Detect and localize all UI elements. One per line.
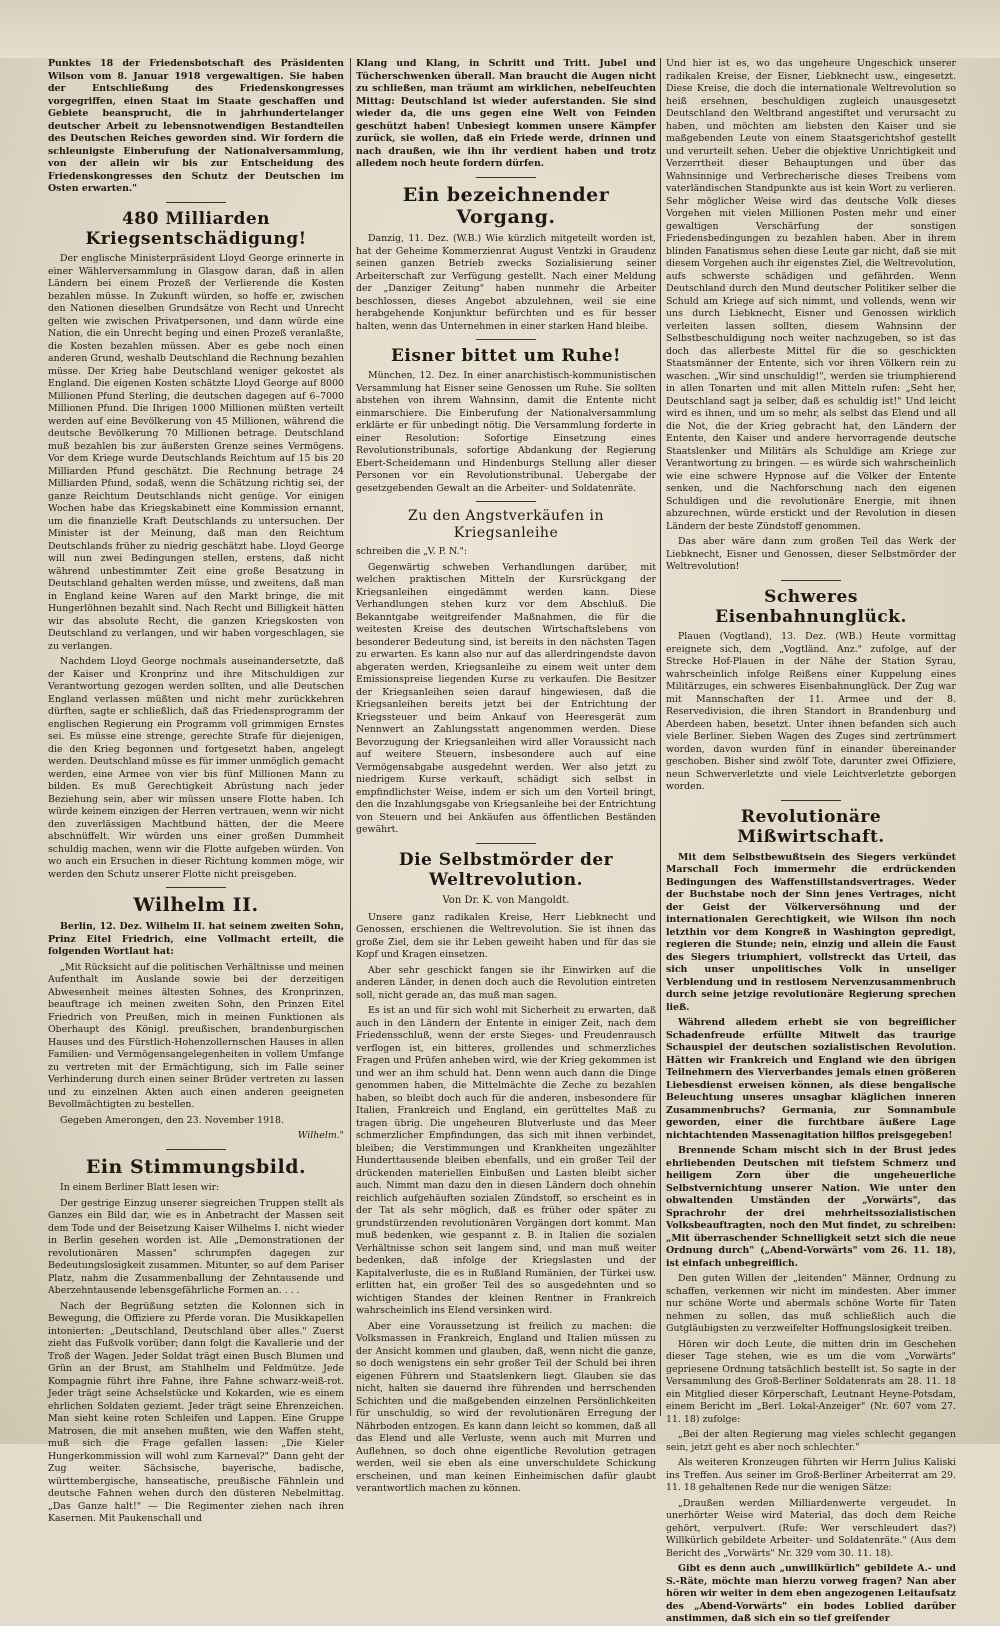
article-paragraph: Gegeben Amerongen, den 23. November 1918. [60, 1114, 284, 1126]
article-paragraph: München, 12. Dez. In einer anarchistisch-kommunistischen Versammlung hat Eisner seine Genossen um Ruhe. Sie sollten abstehen von ihrem Wahnsinn, damit die Entente nicht einmarschiere. Die Einberufung der Nationalversammlung erklärte er für unbedingt nötig. Die Versammlung forderte in einer Resolution: Sofortige Einsetzung eines Revolutionstribunals, sofortige Abdankung der Regierung Ebert-Scheidemann und Hindenburgs Stellung aller dieser Personen vor ein Revolutionstribunal. Uebergabe der gesetzgebenden Gewalt an die Arbeiter- und Soldatenräte. [356, 370, 656, 494]
column-rule-1 [350, 58, 351, 1416]
article-paragraph: „Mit Rücksicht auf die politischen Verhältnisse und meinen Aufenthalt im Auslande sowie bei der derzeitigen Abwesenheit meines ältesten Sohnes, des Kronprinzen, beauftrage ich meinen zweiten Sohn, den Prinzen Eitel Friedrich von Preußen, mich in meinen Funktionen als Oberhaupt des Königl. preußischen, brandenburgischen Hauses und des Fürstlich-Hohenzollernschen Hauses in allen Familien- und Vermögensangelegenheiten in vollem Umfange zu vertreten mit der Ermächtigung, sich im Falle seiner Verhinderung durch einen seiner Brüder vertreten zu lassen und zu einzelnen Akten auch einen anderen geeigneten Bevollmächtigten zu bestellen. [48, 961, 344, 1111]
article-source: schreiben die „V. P. N.": [356, 546, 468, 558]
separator [781, 580, 841, 581]
article-quote: „Draußen werden Milliardenwerte vergeudet. In unerhörter Weise wird Material, das doch dem Reiche gehört, verpulvert. (Rufe: Wer verschleudert das?) Willkürlich gebildete Arbeiter- und Soldatenräte." (Aus dem Bericht des „Vorwärts" Nr. 329 vom 30. 11. 18). [666, 1497, 956, 1559]
article-paragraph: Aber eine Voraussetzung ist freilich zu machen: die Volksmassen in Frankreich, England und Italien müssen zu der Ansicht kommen und glauben, daß, wenn nicht die ganze, so doch wenigstens ein sehr großer Teil der Schuld bei ihren eigenen Führern und Staatslenkern liegt. Glauben sie das nicht, halten sie dauernd ihre führenden und herrschenden Schichten und die maßgebenden einzelnen Persönlichkeiten für unschuldig, so wird der revolutionären Erregung der Nährboden entzogen. Es kann dann leicht so kommen, daß all das Elend und alle Verluste, wenn auch mit Murren und Auflehnen, so doch ohne eigentliche Revolution getragen werden, weil sie eben als eine unverschuldete Schickung erscheinen, und man keinen Einheimischen dafür glaubt verantwortlich machen zu können. [356, 1320, 656, 1495]
article-paragraph: Gibt es denn auch „unwillkürlich" gebildete A.- und S.-Räte, möchte man hierzu vorweg fragen? Nan aber hören wir weiter in dem eben angezogenen Leitaufsatz des „Abend-Vorwärts" ein bodes Loblied darüber anstimmen, daß sich ein so tief greifender [666, 1563, 956, 1625]
separator [476, 501, 536, 502]
article-paragraph: Plauen (Vogtland), 13. Dez. (WB.) Heute vormittag ereignete sich, dem „Vogtländ. Anz." zufolge, auf der Strecke Hof-Plauen in der Nähe der Station Syrau, wahrscheinlich infolge Reißens einer Kuppelung eines Militärzuges, ein schweres Eisenbahnunglück. Der Zug war mit Mannschaften der 11. Armee und der 8. Reservedivision, die ihren Standort in Brandenburg und Aberdeen haben, besetzt. Unter ihnen befanden sich auch viele Berliner. Sieben Wagen des Zuges sind zertrümmert worden, davon wurden fünf in einander übereinander geschoben. Bisher sind zwölf Tote, darunter zwei Offiziere, neun Schwerverletzte und viele Leichtverletzte geborgen worden. [666, 631, 956, 793]
article-paragraph: Danzig, 11. Dez. (W.B.) Wie kürzlich mitgeteilt worden ist, hat der Geheime Kommerzienrat August Ventzki in Graudenz seinen ganzen Betrieb zwecks Sozialisierung seiner Arbeiterschaft zur Verfügung gestellt. Nach einer Meldung der „Danziger Zeitung" haben nunmehr die Arbeiter beschlossen, dieses Angebot abzulehnen, weil sie eine herabgehende Konjunktur befürchten und es für besser halten, wenn das Unternehmen in einer starken Hand bleibe. [356, 233, 656, 332]
article-paragraph: Während alledem erhebt sie von begreiflicher Schadenfreude erfüllte Mitwelt das traurige Schauspiel der deutschen sozialistischen Revolution. Hätten wir Frankreich und England wie den übrigen Teilnehmern des Vierverbandes jemals einen größeren Liebesdienst erweisen können, als diese bengalische Beleuchtung unseres unsagbar kläglichen inneren Zusammenbruchs? Germania, zur Somnambule geworden, einer die furchtbare äußere Lage nichtachtenden Massenagitation hilflos preisgegeben! [666, 1017, 956, 1141]
headline-eisenbahnunglueck: Schweres Eisenbahnunglück. [715, 586, 907, 627]
article-paragraph: Hören wir doch Leute, die mitten drin im Geschehen dieser Tage stehen, wie es um die vom „Vorwärts" gepriesene Ordnung tatsächlich bestellt ist. So sagte in der Versammlung des Groß-Berliner Soldatenrats am 28. 11. 18 ein Mitglied dieser Körperschaft, Leutnant Heyne-Potsdam, einem Bericht im „Berl. Lokal-Anzeiger" (Nr. 607 vom 27. 11. 18) zufolge: [666, 1338, 956, 1425]
separator [476, 177, 536, 178]
headline-selbstmoerder: Die Selbstmörder der Weltrevolution. [398, 849, 614, 890]
separator [476, 339, 536, 340]
article-paragraph: Unsere ganz radikalen Kreise, Herr Liebknecht und Genossen, erschienen die Weltrevolution. Sie ist ihnen das große Ziel, dem sie ihr Leben geweiht haben und für das sie Kopf und Kragen einsetzen. [356, 911, 656, 961]
separator [166, 1149, 226, 1150]
article-paragraph: Mit dem Selbstbewußtsein des Siegers verkündet Marschall Foch immermehr die erdrückenden Bedingungen des Waffenstillstandsvertrages. Weder der Buchstabe noch der Sinn jenes Vertrages, nicht der Geist der Völkerversöhnung und der internationalen Gerechtigkeit, wie Wilson ihn noch letzthin vor dem Kongreß in Washington gepredigt, regieren die Stunde; nein, einzig und allein die Faust des Siegers triumphiert, vollstreckt das Urteil, das sich unser unpolitisches Volk in unseliger Verblendung und in restlosem Nervenzusammenbruch durch seine jetzige revolutionäre Regierung sprechen ließ. [666, 851, 956, 1013]
col3-intro: Und hier ist es, wo das ungeheure Ungeschick unserer radikalen Kreise, der Eisner, Liebknecht usw., eingesetzt. Diese Kreise, die doch die internationale Weltrevolution so heiß ersehnen, beschuldigen zugleich unausgesetzt Deutschland den Weltbrand angestiftet und verursacht zu haben, und möchten am liebsten den Kaiser und sie maßgebenden Leute von einem Staatsgerichtshof gestellt und verurteilt sehen. Ueber die objektive Unrichtigkeit und Verzerrtheit dieser Behauptungen und über das Wahnsinnige und Verbrecherische dieses Treibens vom vaterländischen Standpunkte aus ist kein Wort zu verlieren. Sehr möglicher Weise wird das deutsche Volk dieses Vorgehen mit vielen Millionen Posten mehr und einer gewaltigen Verschärfung der sonstigen Friedensbedingungen zu bezahlen haben. Aber in ihrem blinden Fanatismus sehen diese Leute gar nicht, daß sie mit diesem Vorgehen auch ihr eigenstes Ziel, die Weltrevolution, aufs schwerste schädigen und gefährden. Wenn Deutschland durch den Mund deutscher Politiker selber die Schuld am Kriege auf sich nimmt, und vollends, wenn wir uns durch Liebknecht, Eisner und Genossen wirklich verleiten lassen sollten, diesem Wahnsinn der Selbstbeschuldigung noch weiter nachzugeben, so ist das doch das allerbeste Mittel für die so geschickten Staatsmänner der Entente, sich vor ihren Völkern rein zu waschen. „Wir sind unschuldig!", werden sie triumphierend in allen Tonarten und mit allen Mitteln rufen: „Seht her, Deutschland sagt ja selber, daß es schuldig ist!" Und leicht wird es ihnen, und um so mehr, als selbst das Elend und all die Not, die der Krieg gebracht hat, den Ländern der Entente, den Kaiser und andere hervorragende deutsche Staatslenker und Militärs als Schuldige am Kriege zur Verantwortung zu bringen. — es würde sich wahrscheinlich wie eine schwere Hypnose auf die Völker der Entente senken, und die Nachforschung nach den eigenen Schuldigen und die revolutionäre Energie, mit ihnen abzurechnen, würde erstickt und der Revolution in diesen Ländern der beste Zündstoff genommen. [666, 58, 956, 532]
article-paragraph: Der englische Ministerpräsident Lloyd George erinnerte in einer Wählerversammlung in Glasgow daran, daß in allen Ländern bei einem Prozeß der Verlierende die Kosten bezahlen müsse. In Zukunft würden, so hoffe er, zwischen den Nationen dieselben Grundsätze von Recht und Unrecht gelten wie zwischen Privatpersonen, und dann würde eine Nation, die ein Unrecht beging und einen Prozeß veranlaßte, die Kosten bezahlen müssen. Aber es gebe noch einen anderen Grund, weshalb Deutschland die Rechnung bezahlen müsse. Der Krieg habe Deutschland weniger gekostet als England. Die eigenen Kosten schätzte Lloyd George auf 8000 Millionen Pfund Sterling, die deutschen dagegen auf 6–7000 Millionen Pfund. Die Ihrigen 1000 Millionen müßten verteilt werden auf eine Bevölkerung von 45 Millionen, während die deutsche Bevölkerung 70 Millionen betrage. Deutschland muß bezahlen bis zur äußersten Grenze seines Vermögens. Vor dem Kriege wurde Deutschlands Reichtum auf 15 bis 20 Milliarden Pfund geschätzt. Die Rechnung betrage 24 Milliarden Pfund, sodaß, wenn die Schätzung richtig sei, der ganze Reichtum Deutschlands nicht genüge. Vor einigen Wochen habe das Kriegskabinett eine Kommission ernannt, um die finanzielle Kraft Deutschlands zu untersuchen. Der Minister ist der Meinung, daß man den Reichtum Deutschlands früher zu niedrig geschätzt habe. Lloyd George will nun zwei Bedingungen stellen, erstens, daß nicht während unbestimmter Zeit eine große Besatzung in Deutschland gehalten werden müsse, und zweitens, daß man in England keine Waren auf den Markt bringe, die mit Hungerlöhnen bezahlt sind. Nach Recht und Billigkeit hätten wir das absolute Recht, die ganzen Kriegskosten von Deutschland zu verlangen, und wir haben vorgeschlagen, sie zu verlangen. [48, 253, 344, 652]
article-quote: „Bei der alten Regierung mag vieles schlecht gegangen sein, jetzt geht es aber noch schlechter." [666, 1429, 956, 1453]
article-paragraph: Brennende Scham mischt sich in der Brust jedes ehrliebenden Deutschen mit tiefstem Schmerz und heiligem Zorn über die ungeheuerliche Selbstvernichtung unserer Nation. Wie unter den obwaltenden Umständen der „Vorwärts", das Sprachrohr der drei mehrheitssozialistischen Volksbeauftragten, noch den Mut findet, zu schreiben: „Mit überraschender Schnelligkeit setzt sich die neue Ordnung durch" („Abend-Vorwärts" vom 26. 11. 18), ist einfach unbegreiflich. [666, 1145, 956, 1269]
article-paragraph: Der gestrige Einzug unserer siegreichen Truppen stellt als Ganzes ein Bild dar, wie es in Anbetracht der Massen seit dem Tode und der Beisetzung Kaiser Wilhelms I. nicht wieder in Berlin gesehen worden ist. Alle „Demonstrationen der revolutionären Massen" schrumpfen dagegen zur Bedeutungslosigkeit zusammen. Mitunter, so auf dem Pariser Platz, nahm die Zusammenballung der Zehntausende und Aberzehntausende lebensgefährliche Formen an. . . . [48, 1197, 344, 1297]
column-2 [356, 58, 656, 1495]
separator [781, 800, 841, 801]
article-paragraph: Den guten Willen der „leitenden" Männer, Ordnung zu schaffen, verkennen wir nicht im mindesten. Aber immer nur schöne Worte und abermals schöne Worte für Taten nehmen zu sollen, das muß schließlich auch die Gutgläubigsten zu verzweifelter Hoffnungslosigkeit treiben. [666, 1273, 956, 1335]
article-paragraph: Nach der Begrüßung setzten die Kolonnen sich in Bewegung, die Offiziere zu Pferde voran. Die Musikkapellen intonierten: „Deutschland, Deutschland über alles." Zuerst zieht das Fußvolk vorüber; dann folgt die Kavallerie und der Troß der Wagen. Jeder Soldat trägt einen Busch Blumen und Grün an der Brust, am Stahlhelm und Feldmütze. Jede Kompagnie führt ihre Fahne, ihre Fahne schwarz-weiß-rot. Jeder trägt seine Achselstücke und Kokarden, wie es einem ehrlichen Soldaten geziemt. Jeder trägt seine Ehrenzeichen. Man sieht keine roten Schleifen und Lappen. Eine Gruppe Matrosen, die mit ansehen mußten, wie den Waffen steht, muß sich die Frage gefallen lassen: „Die Kieler Hungerkommission will wohl zum Karneval?" Dann geht der Zug weiter. Sächsische, bayerische, badische, württembergische, hanseatische, preußische Fähnlein und deutsche Fahnen wehen durch den düsteren Nebelmittag. „Das Ganze halt!" — Die Regimenter ziehen nach ihren Kasernen. Mit Paukenschall und [48, 1300, 344, 1525]
article-paragraph: Als weiteren Kronzeugen führten wir Herrn Julius Kaliski ins Treffen. Aus seiner im Groß-Berliner Arbeiterrat am 29. 11. 18 gehaltenen Rede nur die wenigen Sätze: [666, 1457, 956, 1494]
article-paragraph: Aber sehr geschickt fangen sie ihr Einwirken auf die anderen Länder, in denen doch auch die Revolution eintreten soll, nicht gerade an, das muß man sagen. [356, 964, 656, 1001]
headline-stimmungsbild: Ein Stimmungsbild. [85, 1155, 307, 1178]
col2-intro: Klang und Klang, in Schritt und Tritt. Jubel und Tücherschwenken überall. Man braucht die Augen nicht zu schließen, man träumt am wirklichen, nebelfeuchten Mittag: Deutschland ist wieder auferstanden. Sie sind wieder da, die uns gegen eine Welt von Feinden geschützt haben! Unbesiegt kommen unsere Kämpfer zurück, sie wollen, daß ein Friede werde, drinnen und nach draußen, wie ihn ihr verdient haben und trotz alledem noch heute fordern dürfen. [356, 58, 656, 169]
separator [166, 202, 226, 203]
headline-eisner: Eisner bittet um Ruhe! [390, 346, 622, 367]
column-3 [666, 58, 956, 1625]
headline-misswirtschaft: Revolutionäre Mißwirtschaft. [737, 806, 885, 848]
signature: Wilhelm." [297, 1130, 344, 1142]
col1-intro: Punktes 18 der Friedensbotschaft des Präsidenten Wilson vom 8. Januar 1918 vergewaltigen. Sie haben der Entschließung des Friedenskongresses vorgegriffen, einen Staat im Staate geschaffen und Gebiete beansprucht, die in jahrhundertelanger deutscher Arbeit zu lebensnotwendigen Bestandteilen des Deutschen Reiches geworden sind. Wir fordern die schleunigste Einberufung der Nationalversammlung, von der allein wir bis zur Entscheidung des Friedenskongresses den Schutz der Deutschen im Osten erwarten." [48, 58, 344, 194]
column-1 [48, 58, 344, 1525]
article-byline: Von Dr. K. von Mangoldt. [442, 895, 570, 907]
separator [166, 887, 226, 888]
col3-intro-2: Das aber wäre dann zum großen Teil das Werk der Liebknecht, Eisner und Genossen, dieser Selbstmörder der Weltrevolution! [666, 536, 956, 572]
article-paragraph: Nachdem Lloyd George nochmals auseinandersetzte, daß der Kaiser und Kronprinz und ihre Mitschuldigen zur Verantwortung gezogen werden sollten, und alle Deutschen England verlassen müßten und nicht mehr zurückkehren dürften, sagte er schließlich, daß das Friedensprogramm der englischen Regierung ein Programm voll grimmigen Ernstes sei. Es müsse eine strenge, gerechte Strafe für diejenigen, die den Krieg begonnen und fortgesetzt haben, angelegt werden. Deutschland müsse es für immer unmöglich gemacht werden, eine Armee von vier bis fünf Millionen Mann zu bilden. Es muß Gerechtigkeit Abrüstung nach jeder Beziehung sein, aber wir müssen unsere Flotte haben. Ich würde keinem einzigen der Herren vertrauen, wenn wir nicht den zuverlässigen Machtbund hätten, der die Meere abschnüffelt. Wir würden uns einer großen Dummheit schuldig machen, wenn wir die Flotte aufgeben würden. Von wo auch ein Ersuchen in dieser Richtung kommen möge, wir werden den Schutz unserer Flotte nicht preisgeben. [48, 656, 344, 880]
headline-wilhelm: Wilhelm II. [133, 894, 259, 917]
article-paragraph: Gegenwärtig schweben Verhandlungen darüber, mit welchen praktischen Mitteln der Kursrückgang der Kriegsanleihen eingedämmt werden kann. Diese Verhandlungen stehen kurz vor dem Abschluß. Die Bekanntgabe weitgreifender Maßnahmen, die für die weitesten Kreise des deutschen Wirtschaftslebens von besonderer Bedeutung sind, ist bereits in den nächsten Tagen zu erwarten. Es kann also nur auf das allerdringendste davon abgeraten werden, Kriegsanleihe zu einem weit unter dem Emissionspreise liegenden Kurse zu verkaufen. Die Besitzer der Kriegsanleihen seien darauf hingewiesen, daß die Kriegsanleihen bereits jetzt bei der Entrichtung der Kriegssteuer und beim Ankauf von Heeresgerät zum Nennwert an Zahlungsstatt angenommen werden. Diese Bevorzugung der Kriegsanleihen wird aller Voraussicht nach auf weitere Steuern, insbesondere auch auf eine Vermögensabgabe ausgedehnt werden. Wer also jetzt zu niedrigem Kurse verkauft, schädigt sich selbst in empfindlichster Weise, indem er sich um den Vorteil bringt, den die Inzahlungsgabe von Kriegsanleihe bei der Entrichtung von Steuern und bei Ankäufen aus öffentlichen Beständen gewährt. [356, 561, 656, 836]
headline-angstverkaeufe: Zu den Angstverkäufen in Kriegsanleihe [408, 508, 604, 542]
page-top-edge [0, 0, 1000, 58]
article-paragraph: Es ist an und für sich wohl mit Sicherheit zu erwarten, daß auch in den Ländern der Entente in einiger Zeit, nach dem Friedensschluß, wenn der erste Sieges- und Freudenrausch verflogen ist, ein bitteres, grollendes und schmerzliches Fragen und Prüfen anheben wird, wie der Krieg gekommen ist und wer an ihm schuld hat. Denn wenn auch dann die Dinge genommen haben, die Mittelmächte die Zeche zu bezahlen haben, so bleibt doch auch für die anderen, insbesondere für Italien, Frankreich und England, ein gerütteltes Maß zu tragen übrig. Die ungeheuren Blutverluste und das Meer schmerzlicher Empfindungen, das sich mit ihnen verbindet, bleiben; die Verstimmungen und Krankheiten ungezählter Hunderttausende bleiben ebenfalls, und ein großer Teil der drückenden materiellen Einbußen und Lasten bleibt sicher auch. Nimmt man dazu den in diesen Ländern doch ohnehin reichlich aufgehäuften sozialen Zündstoff, so erscheint es in der Tat als sehr möglich, daß es früher oder später zu grundstürzenden revolutionären Vorgängen dort kommt. Man muß bedenken, wie gespannt z. B. in Italien die sozialen Verhältnisse schon seit langem sind, und man muß weiter bedenken, daß infolge der Kriegslasten und der Kapitalverluste, die es in Rußland Rumänien, der Türkei usw. erlitten hat, ein großer Teil des so ausgedehnten und so wichtigen Standes der kleinen Rentner in Frankreich wahrscheinlich ins Elend versinken wird. [356, 1005, 656, 1317]
column-rule-2 [660, 58, 661, 1416]
headline-kriegsentschaedigung: 480 Milliarden Kriegsentschädigung! [85, 208, 307, 249]
headline-bezeichnender-vorgang: Ein bezeichnender Vorgang. [402, 183, 610, 229]
article-paragraph: In einem Berliner Blatt lesen wir: [60, 1182, 220, 1194]
article-paragraph: Berlin, 12. Dez. Wilhelm II. hat seinem zweiten Sohn, Prinz Eitel Friedrich, eine Vollmacht erteilt, die folgenden Wortlaut hat: [48, 921, 344, 958]
separator [476, 843, 536, 844]
